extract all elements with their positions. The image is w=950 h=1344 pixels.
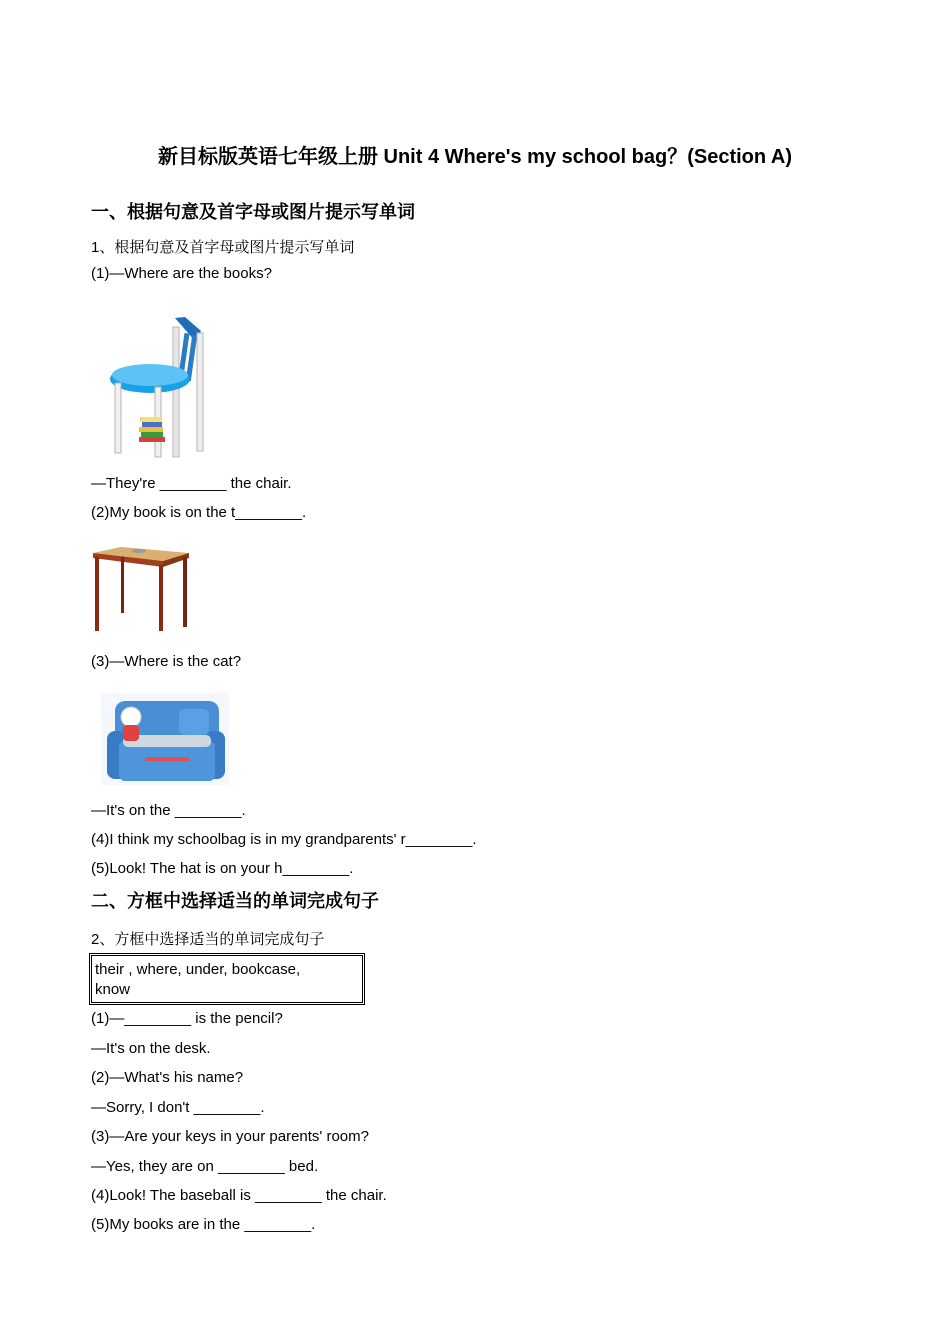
question-item: (2)My book is on the t________. xyxy=(91,504,307,521)
chair-with-books-image xyxy=(105,313,215,458)
question-item: (1)—Where are the books? xyxy=(91,265,272,282)
question-item: —Sorry, I don't ________. xyxy=(91,1099,265,1116)
question-item: —Yes, they are on ________ bed. xyxy=(91,1158,319,1175)
question-item: —It's on the ________. xyxy=(91,802,246,819)
question-item: (5)My books are in the ________. xyxy=(91,1216,316,1233)
page-title: 新目标版英语七年级上册 Unit 4 Where's my school bag？(Section A) xyxy=(157,146,793,168)
word-box-line: their , where, under, bookcase, xyxy=(95,961,301,978)
section1-instruction: 1、根据句意及首字母或图片提示写单词 xyxy=(91,239,355,256)
word-box-line: know xyxy=(95,981,131,998)
word-box xyxy=(89,953,365,1005)
question-item: (2)—What's his name? xyxy=(91,1069,244,1086)
question-item: (1)—________ is the pencil? xyxy=(91,1010,283,1027)
question-item: —It's on the desk. xyxy=(91,1040,211,1057)
question-item: —They're ________ the chair. xyxy=(91,475,292,492)
table-image xyxy=(91,545,191,635)
section2-instruction: 2、方框中选择适当的单词完成句子 xyxy=(91,931,325,948)
question-item: (3)—Where is the cat? xyxy=(91,653,242,670)
section2-heading: 二、方框中选择适当的单词完成句子 xyxy=(91,891,379,911)
question-item: (4)I think my schoolbag is in my grandparents' r________. xyxy=(91,831,477,848)
question-item: (4)Look! The baseball is ________ the chair. xyxy=(91,1187,387,1204)
question-item: (3)—Are your keys in your parents' room? xyxy=(91,1128,369,1145)
sofa-with-toy-image xyxy=(101,693,229,785)
section1-heading: 一、根据句意及首字母或图片提示写单词 xyxy=(91,202,415,222)
question-item: (5)Look! The hat is on your h________. xyxy=(91,860,354,877)
